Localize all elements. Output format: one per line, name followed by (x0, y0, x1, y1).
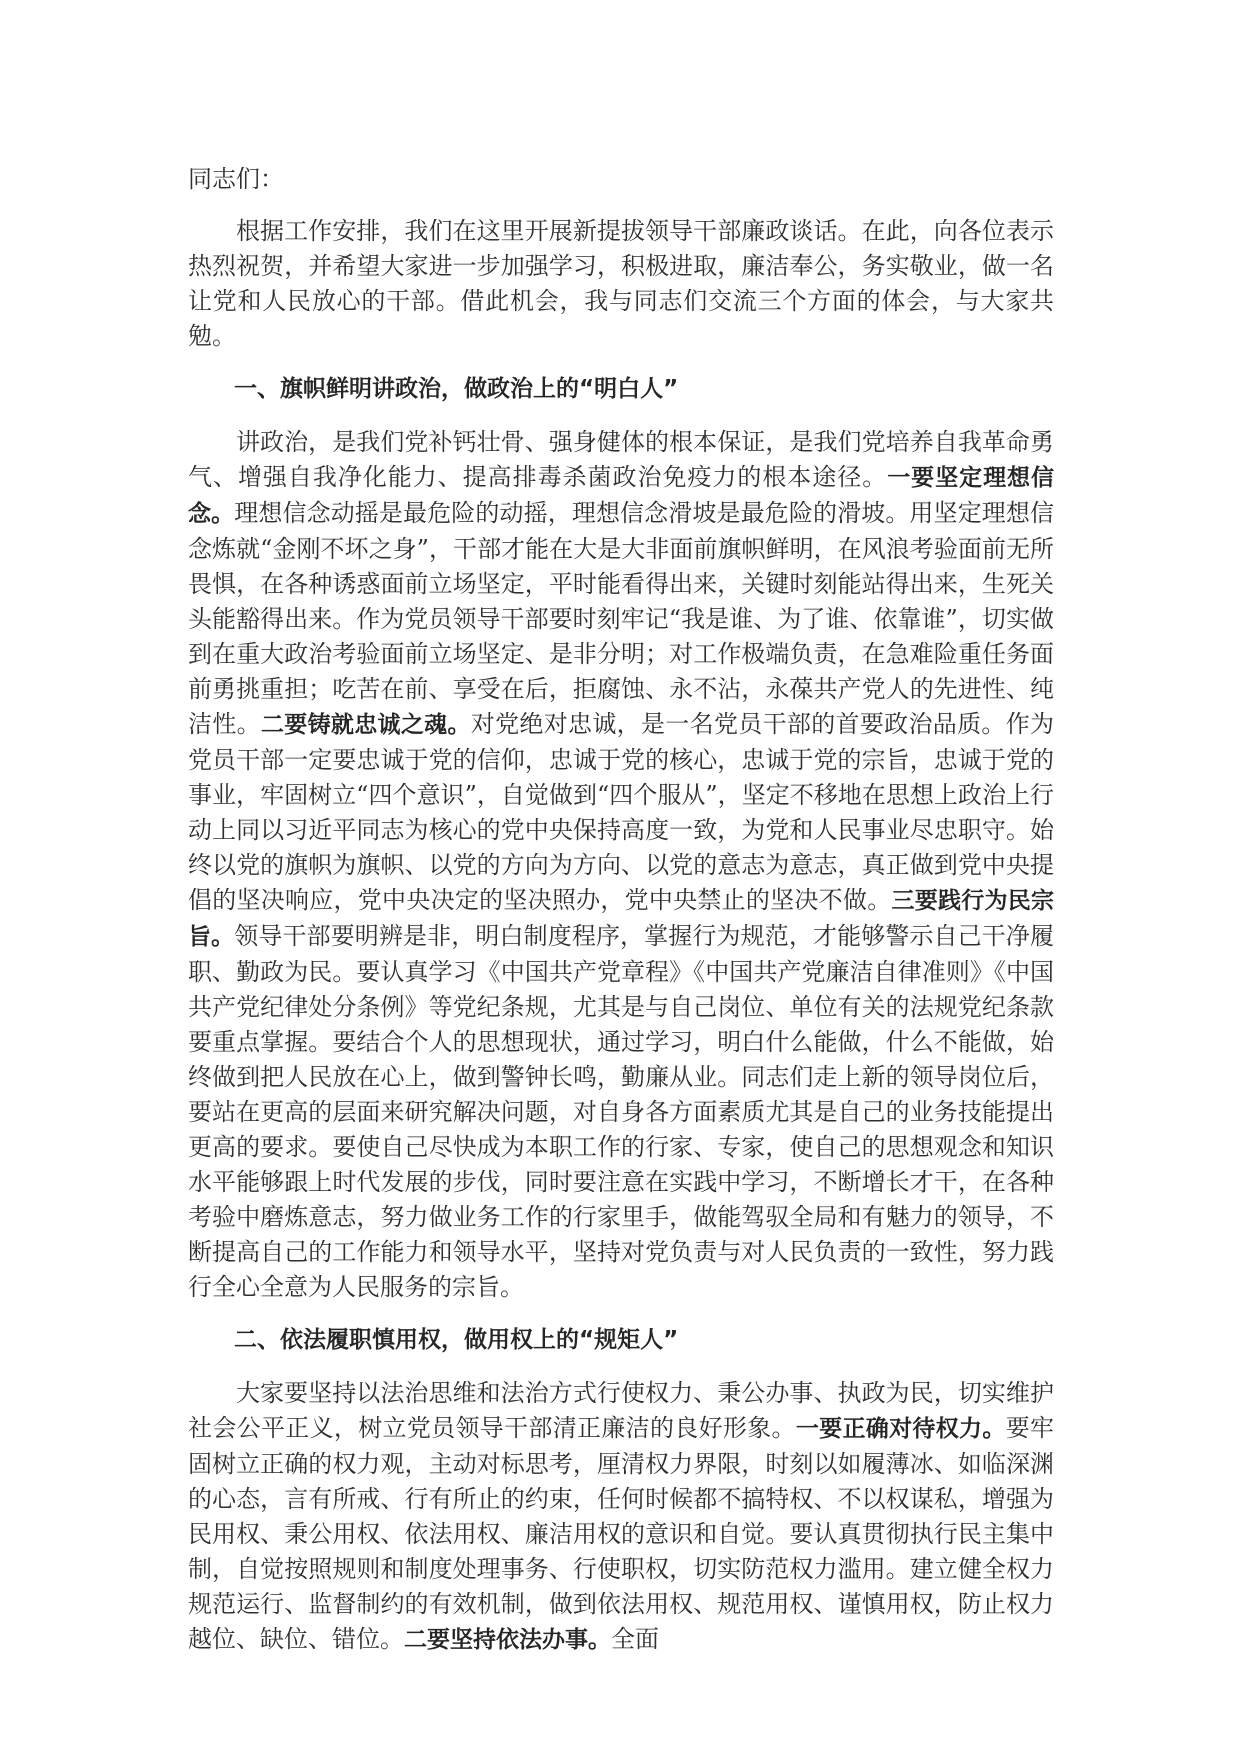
section-1-text-d: 领导干部要明辨是非，明白制度程序，掌握行为规范，才能够警示自己干净履职、勤政为民。要认真学习《中国共产党章程》《中国共产党廉洁自律准则》《中国共产党纪律处分条例》等党纪条规，尤其是与自己岗位、单位有关的法规党纪条款要重点掌握。要结合个人的思想现状，通过学习，明白什么能做，什么不能做，始终做到把人民放在心上，做到警钟长鸣，勤廉从业。同志们走上新的领导岗位后，要站在更高的层面来研究解决问题，对自身各方面素质尤其是自己的业务技能提出更高的要求。要使自己尽快成为本职工作的行家、专家，使自己的思想观念和知识水平能够跟上时代发展的步伐，同时要注意在实践中学习，不断增长才干，在各种考验中磨炼意志，努力做业务工作的行家里手，做能驾驭全局和有魅力的领导，不断提高自己的工作能力和领导水平，坚持对党负责与对人民负责的一致性，努力践行全心全意为人民服务的宗旨。 (188, 922, 1055, 1301)
section-2-point-1: 一要正确对待权力。 (795, 1416, 1006, 1442)
intro-paragraph: 根据工作安排，我们在这里开展新提拔领导干部廉政谈话。在此，向各位表示热烈祝贺，并希望大家进一步加强学习，积极进取，廉洁奉公，务实敬业，做一名让党和人民放心的干部。借此机会，我与同志们交流三个方面的体会，与大家共勉。 (188, 217, 1054, 350)
section-2-text-b: 要牢固树立正确的权力观，主动对标思考，厘清权力界限，时刻以如履薄冰、如临深渊的心态，言有所戒、行有所止的约束，任何时候都不搞特权、不以权谋私，增强为民用权、秉公用权、依法用权、廉洁用权的意识和自觉。要认真贯彻执行民主集中制，自觉按照规则和制度处理事务、行使职权，切实防范权力滥用。建立健全权力规范运行、监督制约的有效机制，做到依法用权、规范用权、谨慎用权，防止权力越位、缺位、错位。 (188, 1414, 1055, 1653)
section-1-point-2: 二要铸就忠诚之魂。 (260, 712, 471, 738)
section-1-heading: 一、旗帜鲜明讲政治，做政治上的“明白人” (234, 376, 679, 402)
section-1-text-c: 对党绝对忠诚，是一名党员干部的首要政治品质。作为党员干部一定要忠诚于党的信仰，忠诚于党的核心，忠诚于党的宗旨，忠诚于党的事业，牢固树立“四个意识”，自觉做到“四个服从”，坚定不移地在思想上政治上行动上同以习近平同志为核心的党中央保持高度一致，为党和人民事业尽忠职守。始终以党的旗帜为旗帜、以党的方向为方向、以党的意志为意志，真正做到党中央提倡的坚决响应，党中央决定的坚决照办，党中央禁止的坚决不做。 (188, 710, 1055, 914)
section-1-paragraph (188, 425, 1054, 1305)
document-body (188, 162, 1054, 1675)
section-1-point-3: 三要践行为民宗旨。 (188, 888, 1055, 950)
section-2-heading: 二、依法履职慎用权，做用权上的“规矩人” (234, 1327, 679, 1353)
section-2-text-a: 大家要坚持以法治思维和法治方式行使权力、秉公办事、执政为民，切实维护社会公平正义，树立党员领导干部清正廉洁的良好形象。 (188, 1379, 1054, 1442)
section-1-text-b: 理想信念动摇是最危险的动摇，理想信念滑坡是最危险的滑坡。用坚定理想信念炼就“金刚不坏之身”，干部才能在大是大非面前旗帜鲜明，在风浪考验面前无所畏惧，在各种诱惑面前立场坚定，平时能看得出来，关键时刻能站得出来，生死关头能豁得出来。作为党员领导干部要时刻牢记“我是谁、为了谁、依靠谁”，切实做到在重大政治考验面前立场坚定、是非分明；对工作极端负责，在急难险重任务面前勇挑重担；吃苦在前、享受在后，拒腐蚀、永不沾，永葆共产党人的先进性、纯洁性。 (188, 499, 1055, 738)
salutation: 同志们： (188, 165, 284, 193)
section-2-text-c: 全面 (611, 1625, 659, 1653)
section-2-point-2: 二要坚持依法办事。 (404, 1627, 611, 1653)
section-1-text-a: 讲政治，是我们党补钙壮骨、强身健体的根本保证，是我们党培养自我革命勇气、增强自我净化能力、提高排毒杀菌政治免疫力的根本途径。 (188, 428, 1054, 491)
section-1-point-1: 一要坚定理想信念。 (188, 465, 1055, 527)
section-2-paragraph (188, 1376, 1054, 1658)
